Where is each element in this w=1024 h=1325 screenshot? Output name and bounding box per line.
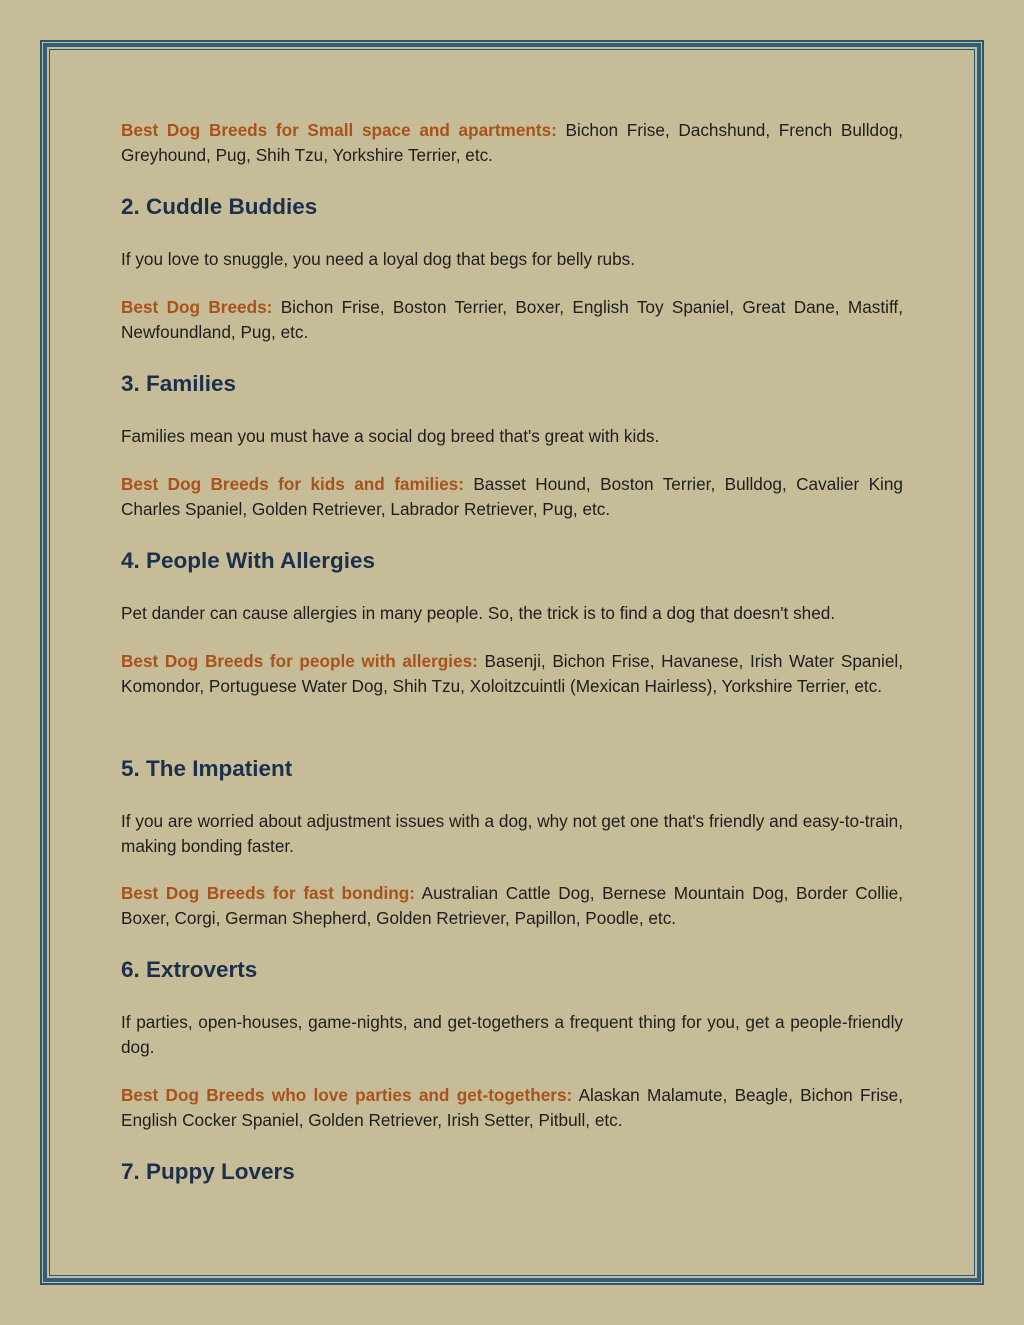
cuddle-buddies-intro-block	[121, 247, 903, 272]
impatient-heading: 5. The Impatient	[121, 756, 293, 781]
puppy-lovers-heading-block	[121, 1158, 903, 1186]
cuddle-buddies-breeds-label: Best Dog Breeds:	[121, 297, 273, 317]
allergies-breeds-list: Basenji, Bichon Frise, Havanese, Irish Water Spaniel, Komondor, Portuguese Water Dog, Shih Tzu, Xoloitzcuintli (Mexican Hairless), Yorkshire Terrier, etc.	[121, 651, 904, 696]
impatient-breeds-list: Australian Cattle Dog, Bernese Mountain Dog, Border Collie, Boxer, Corgi, German Shepherd, Golden Retriever, Papillon, Poodle, etc.	[121, 883, 903, 928]
extroverts-intro: If parties, open-houses, game-nights, and get-togethers a frequent thing for you, get a people-friendly dog.	[121, 1012, 903, 1057]
cuddle-buddies-heading-block	[121, 193, 903, 221]
impatient-intro-block	[121, 809, 903, 858]
allergies-intro-block	[121, 601, 903, 626]
extroverts-heading: 6. Extroverts	[121, 957, 258, 982]
allergies-heading: 4. People With Allergies	[121, 548, 376, 573]
allergies-intro: Pet dander can cause allergies in many people. So, the trick is to find a dog that doesn't shed.	[121, 603, 836, 623]
allergies-breeds-label: Best Dog Breeds for people with allergies:	[121, 651, 478, 671]
extroverts-heading-block	[121, 956, 903, 984]
families-intro: Families mean you must have a social dog breed that's great with kids.	[121, 426, 660, 446]
families-breeds-paragraph	[121, 472, 903, 521]
families-breeds-list: Basset Hound, Boston Terrier, Bulldog, Cavalier King Charles Spaniel, Golden Retriever, Labrador Retriever, Pug, etc.	[121, 474, 903, 519]
extroverts-intro-block	[121, 1010, 903, 1059]
small-space-breeds-list: Bichon Frise, Dachshund, French Bulldog, Greyhound, Pug, Shih Tzu, Yorkshire Terrier, etc.	[121, 120, 903, 165]
cuddle-buddies-breeds-list: Bichon Frise, Boston Terrier, Boxer, English Toy Spaniel, Great Dane, Mastiff, Newfoundland, Pug, etc.	[121, 297, 903, 342]
cuddle-buddies-heading: 2. Cuddle Buddies	[121, 194, 318, 219]
extroverts-breeds-list: Alaskan Malamute, Beagle, Bichon Frise, English Cocker Spaniel, Golden Retriever, Irish Setter, Pitbull, etc.	[121, 1085, 903, 1130]
allergies-breeds-paragraph	[121, 649, 903, 698]
extroverts-breeds-label: Best Dog Breeds who love parties and get-togethers:	[121, 1085, 573, 1105]
impatient-breeds-paragraph	[121, 881, 903, 930]
extroverts-breeds-paragraph	[121, 1083, 903, 1132]
families-heading: 3. Families	[121, 371, 237, 396]
families-breeds-label: Best Dog Breeds for kids and families:	[121, 474, 464, 494]
allergies-heading-block	[121, 547, 903, 575]
small-space-breeds-paragraph	[121, 118, 903, 167]
families-intro-block	[121, 424, 903, 449]
cuddle-buddies-intro: If you love to snuggle, you need a loyal dog that begs for belly rubs.	[121, 249, 636, 269]
families-heading-block	[121, 370, 903, 398]
small-space-breeds-label: Best Dog Breeds for Small space and apartments:	[121, 120, 557, 140]
impatient-intro: If you are worried about adjustment issues with a dog, why not get one that's friendly and easy-to-train, making bonding faster.	[121, 811, 903, 856]
cuddle-buddies-breeds-paragraph	[121, 295, 903, 344]
puppy-lovers-heading: 7. Puppy Lovers	[121, 1159, 295, 1184]
impatient-breeds-label: Best Dog Breeds for fast bonding:	[121, 883, 415, 903]
impatient-heading-block	[121, 755, 903, 783]
